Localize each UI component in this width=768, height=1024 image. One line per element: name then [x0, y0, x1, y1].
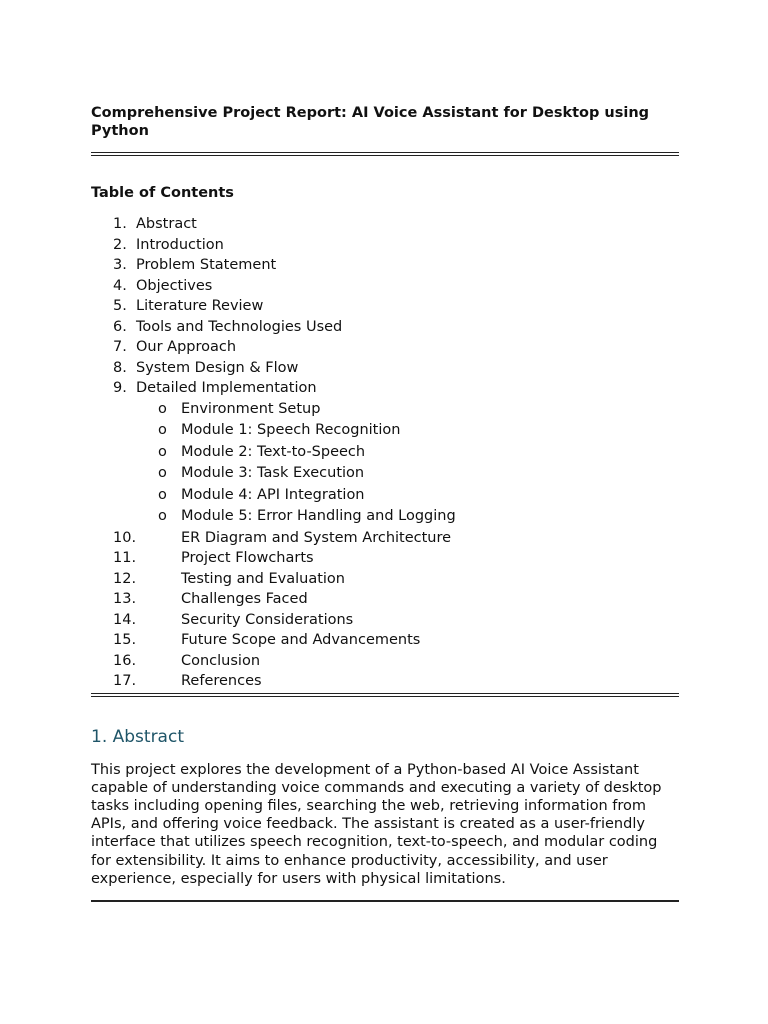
toc-sublabel: Environment Setup	[181, 400, 321, 417]
toc-bullet: o	[158, 422, 167, 438]
toc-number: 3.	[113, 257, 127, 273]
toc-subitem	[91, 506, 679, 528]
toc-item	[91, 548, 679, 569]
toc-number: 6.	[113, 318, 127, 335]
toc-label: Challenges Faced	[181, 591, 308, 607]
toc-number: 14.	[113, 611, 137, 628]
toc-item	[91, 569, 679, 590]
toc-subitem	[91, 399, 679, 421]
toc-bullet: o	[158, 508, 167, 524]
toc-item	[91, 358, 679, 379]
toc-number: 15.	[113, 632, 137, 648]
toc-label: Future Scope and Advancements	[181, 632, 421, 648]
toc-number: 13.	[113, 591, 137, 607]
toc-subitem	[91, 442, 679, 464]
toc-sublabel: Module 3: Task Execution	[181, 465, 365, 481]
toc-label: References	[181, 673, 262, 689]
toc-number: 10.	[113, 529, 137, 546]
document-title: Comprehensive Project Report: AI Voice Assistant for Desktop using Python	[91, 105, 650, 139]
toc-label: Testing and Evaluation	[181, 570, 345, 587]
toc-label: Our Approach	[136, 339, 237, 355]
toc-number: 4.	[113, 277, 127, 294]
title-divider	[91, 152, 679, 156]
table-of-contents	[91, 214, 679, 692]
toc-bullet: o	[158, 443, 167, 460]
toc-item	[91, 296, 679, 317]
toc-number: 16.	[113, 652, 137, 669]
toc-label: Problem Statement	[136, 257, 277, 273]
toc-sublabel: Module 5: Error Handling and Logging	[181, 508, 456, 524]
toc-bullet: o	[158, 465, 167, 481]
toc-item	[91, 589, 679, 610]
toc-item	[91, 528, 679, 549]
toc-label: Abstract	[136, 216, 197, 232]
toc-item	[91, 337, 679, 358]
toc-number: 17.	[113, 673, 137, 689]
toc-number: 9.	[113, 380, 127, 396]
toc-number: 12.	[113, 570, 137, 587]
toc-subitem	[91, 463, 679, 485]
section-heading-abstract: 1. Abstract	[91, 726, 184, 747]
toc-item	[91, 214, 679, 235]
toc-item	[91, 378, 679, 399]
toc-label: ER Diagram and System Architecture	[181, 529, 452, 546]
toc-label: Objectives	[136, 277, 213, 294]
toc-bullet: o	[158, 486, 167, 503]
toc-number: 1.	[113, 216, 127, 232]
toc-label: Tools and Technologies Used	[136, 318, 343, 335]
toc-label: Introduction	[136, 236, 224, 253]
toc-number: 5.	[113, 298, 127, 314]
toc-sublabel: Module 1: Speech Recognition	[181, 422, 401, 438]
toc-label: Project Flowcharts	[181, 550, 314, 566]
toc-item	[91, 610, 679, 631]
toc-bullet: o	[158, 400, 167, 417]
toc-subitem	[91, 485, 679, 507]
toc-item	[91, 630, 679, 651]
toc-number: 8.	[113, 359, 127, 376]
toc-sublabel: Module 2: Text-to-Speech	[181, 443, 366, 460]
toc-subitem	[91, 420, 679, 442]
toc-item	[91, 276, 679, 297]
toc-number: 2.	[113, 236, 127, 253]
toc-label: Conclusion	[181, 652, 261, 669]
toc-item	[91, 255, 679, 276]
document-page	[91, 104, 679, 902]
toc-label: Literature Review	[136, 298, 264, 314]
toc-sublabel: Module 4: API Integration	[181, 486, 365, 503]
abstract-paragraph: This project explores the development of a Python-based AI Voice Assistant capable of understanding voice commands and executing a variety of desktop tasks including opening files, searching the web, retrieving information from APIs, and offering voice feedback. The assistant is created as a user-friendly interface that utilizes speech recognition, text-to-speech, and modular coding for extensibility. It aims to enhance productivity, accessibility, and user experience, especially for users with physical limitations.	[91, 761, 662, 887]
toc-divider	[91, 693, 679, 697]
toc-item	[91, 671, 679, 692]
toc-item	[91, 235, 679, 256]
toc-number: 11.	[113, 550, 137, 566]
toc-item	[91, 317, 679, 338]
toc-label: System Design & Flow	[136, 359, 299, 376]
toc-number: 7.	[113, 339, 127, 355]
toc-heading: Table of Contents	[91, 185, 234, 201]
section-divider	[91, 900, 679, 902]
toc-item	[91, 651, 679, 672]
toc-label: Security Considerations	[181, 611, 354, 628]
toc-label: Detailed Implementation	[136, 380, 317, 396]
